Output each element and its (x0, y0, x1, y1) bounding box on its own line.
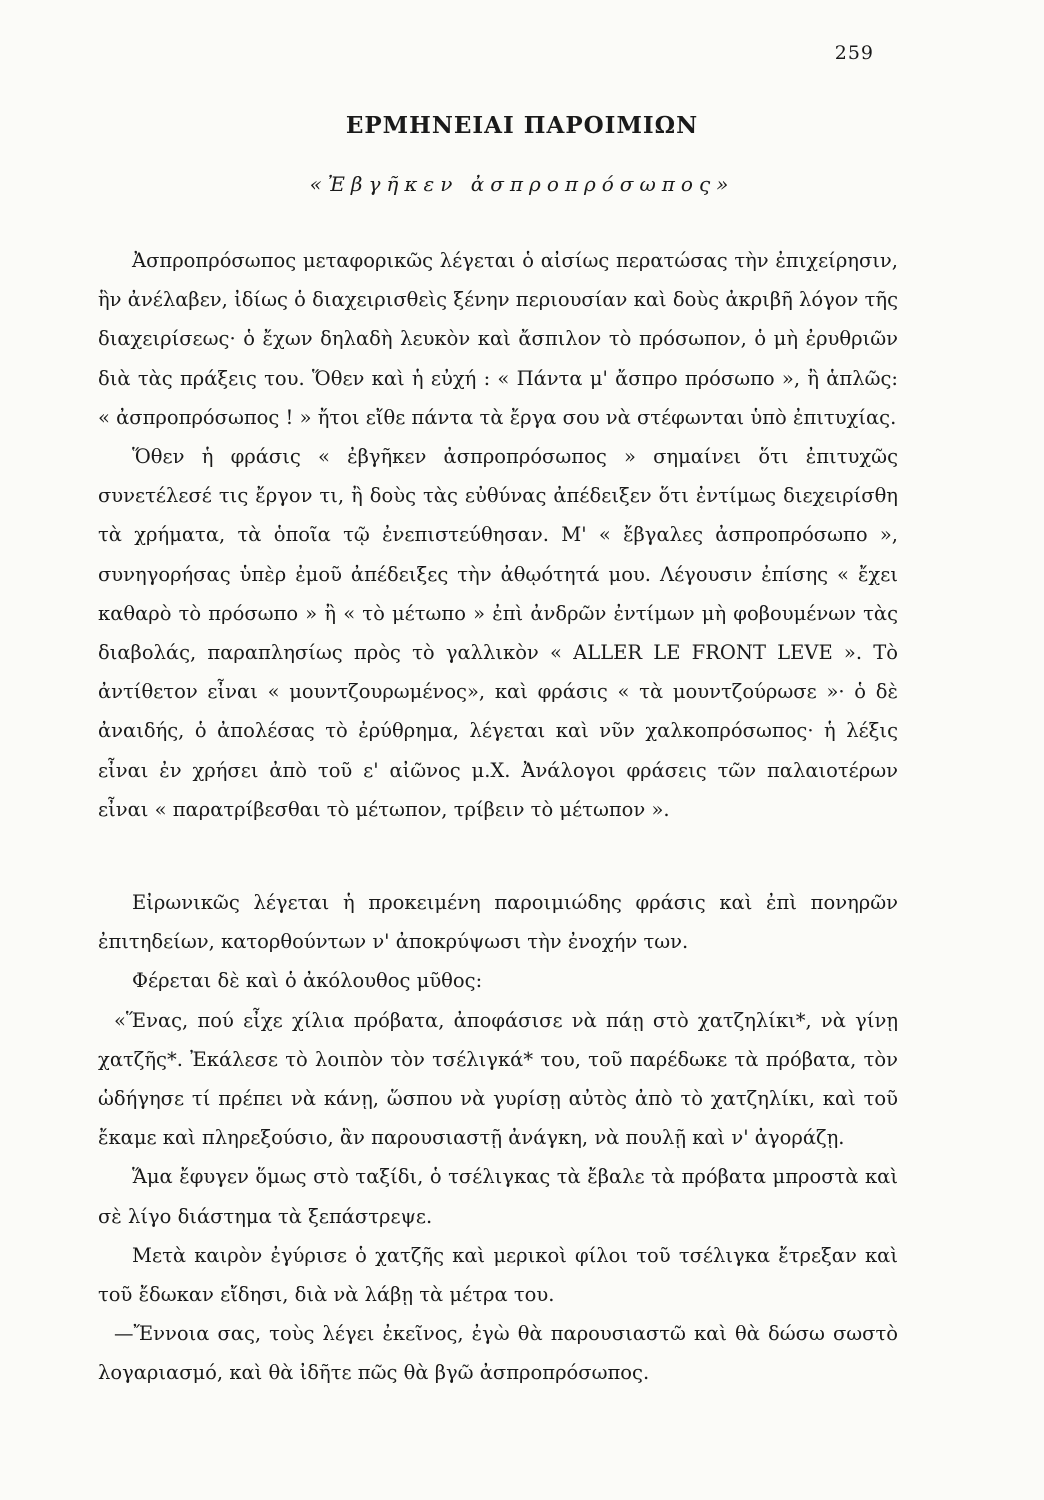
paragraph: Ὅθεν ἡ φράσις « ἐβγῆκεν ἀσπροπρόσωπος » σημαίνει ὅτι ἐπιτυχῶς συνετέλεσέ τις ἔργον τι, ἢ δοὺς τὰς εὐθύνας ἀπέδειξεν ὅτι ἐντίμως διεχειρίσθη τὰ χρήματα, τὰ ὁποῖα τῷ ἐνεπιστεύθησαν. Μ' « ἔβγαλες ἀσπροπρόσωπο », συνηγορήσας ὑπὲρ ἐμοῦ ἀπέδειξες τὴν ἀθῳότητά μου. Λέγουσιν ἐπίσης « ἔχει καθαρὸ τὸ πρόσωπο » ἢ « τὸ μέτωπο » ἐπὶ ἀνδρῶν ἐντίμων μὴ φοβουμένων τὰς διαβολάς, παραπλησίως πρὸς τὸ γαλλικὸν « ALLER LE FRONT LEVE ». Τὸ ἀντίθετον εἶναι « μουντζουρωμένος», καὶ φράσις « τὰ μουντζούρωσε »· ὁ δὲ ἀναιδής, ὁ ἀπολέσας τὸ ἐρύθρημα, λέγεται καὶ νῦν χαλκοπρόσωπος· ἡ λέξις εἶναι ἐν χρήσει ἀπὸ τοῦ ε' αἰῶνος μ.Χ. Ἀνάλογοι φράσεις τῶν παλαιοτέρων εἶναι « παρατρίβεσθαι τὸ μέτωπον, τρίβειν τὸ μέτωπον ». (98, 445, 898, 821)
page-number: 259 (834, 42, 874, 64)
story-dialogue: —Ἔννοια σας, τοὺς λέγει ἐκεῖνος, ἐγὼ θὰ παρουσιαστῶ καὶ θὰ δώσω σωστὸ λογαριασμό, καὶ θὰ ἰδῆτε πῶς θὰ βγῶ ἀσπροπρόσωπος. (98, 1322, 898, 1385)
chapter-title: ΕΡΜΗΝΕΙΑΙ ΠΑΡΟΙΜΙΩΝ (345, 112, 699, 139)
paragraph: Ἀσπροπρόσωπος μεταφορικῶς λέγεται ὁ αἰσίως περατώσας τὴν ἐπιχείρησιν, ἣν ἀνέλαβεν, ἰδίως ὁ διαχειρισθεὶς ξένην περιουσίαν καὶ δοὺς ἀκριβῆ λόγον τῆς διαχειρίσεως· ὁ ἔχων δηλαδὴ λευκὸν καὶ ἄσπιλον τὸ πρόσωπον, ὁ μὴ ἐρυθριῶν διὰ τὰς πράξεις του. Ὅθεν καὶ ἡ εὐχή : « Πάντα μ' ἄσπρο πρόσωπο », ἢ ἁπλῶς: « ἀσπροπρόσωπος ! » ἤτοι εἴθε πάντα τὰ ἔργα σου νὰ στέφωνται ὑπὸ ἐπιτυχίας. (98, 249, 898, 429)
proverb-subtitle: «Ἐβγῆκεν ἀσπροπρόσωπος» (309, 172, 735, 196)
story-paragraph: «Ἕνας, πού εἶχε χίλια πρόβατα, ἀποφάσισε νὰ πάῃ στὸ χατζηλίκι*, νὰ γίνῃ χατζῆς*. Ἐκάλεσε τὸ λοιπὸν τὸν τσέλιγκά* του, τοῦ παρέδωκε τὰ πρόβατα, τὸν ὡδήγησε τί πρέπει νὰ κάνῃ, ὥσπου νὰ γυρίσῃ αὐτὸς ἀπὸ τὸ χατζηλίκι, καὶ τοῦ ἔκαμε καὶ πληρεξούσιο, ἂν παρουσιαστῇ ἀνάγκη, νὰ πουλῇ καὶ ν' ἀγοράζῃ. (98, 1008, 898, 1150)
story-paragraph: Μετὰ καιρὸν ἐγύρισε ὁ χατζῆς καὶ μερικοὶ φίλοι τοῦ τσέλιγκα ἔτρεξαν καὶ τοῦ ἔδωκαν εἴδησι, διὰ νὰ λάβῃ τὰ μέτρα του. (98, 1243, 898, 1307)
section-explanation (98, 241, 898, 829)
paragraph: Φέρεται δὲ καὶ ὁ ἀκόλουθος μῦθος: (132, 969, 483, 993)
section-ironic-use (98, 883, 898, 1393)
paragraph: Εἰρωνικῶς λέγεται ἡ προκειμένη παροιμιώδης φράσις καὶ ἐπὶ πονηρῶν ἐπιτηδείων, κατορθούντων ν' ἀποκρύψωσι τὴν ἐνοχήν των. (98, 891, 898, 954)
story-paragraph: Ἅμα ἔφυγεν ὅμως στὸ ταξίδι, ὁ τσέλιγκας τὰ ἔβαλε τὰ πρόβατα μπροστὰ καὶ σὲ λίγο διάστημα τὰ ξεπάστρεψε. (98, 1165, 898, 1228)
